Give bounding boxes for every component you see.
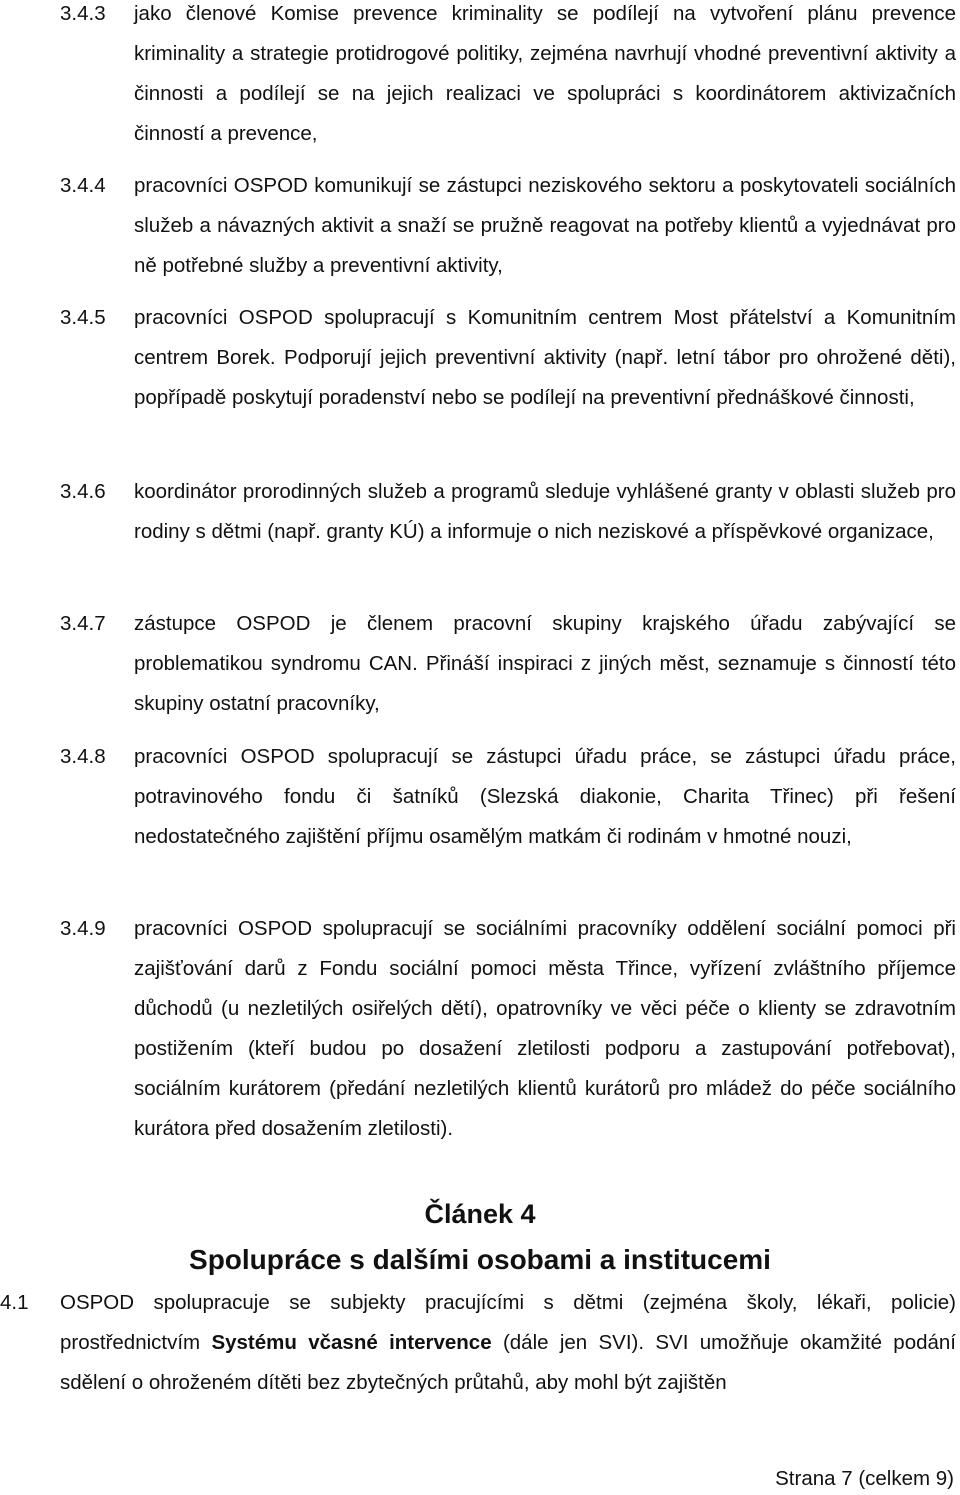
paragraph-text: pracovníci OSPOD spolupracují se sociálními pracovníky oddělení sociální pomoci při zajišťování darů z Fondu sociální pomoci města Třince, vyřízení zvláštního příjemce důchodů (u nezletilých osiřelých dětí), opatrovníky ve věci péče o klienty se zdravotním postižením (kteří budou po dosažení zletilosti podporu a zastupování potřebovat), sociálním kurátorem (předání nezletilých klientů kurátorů pro mládež do péče sociálního kurátora před dosažením zletilosti). <box>134 917 956 1140</box>
paragraph-text: pracovníci OSPOD komunikují se zástupci neziskového sektoru a poskytovateli sociálních služeb a návazných aktivit a snaží se pružně reagovat na potřeby klientů a vyjednávat pro ně potřebné služby a preventivní aktivity, <box>134 174 956 277</box>
paragraph-3-4-9 <box>60 909 956 1149</box>
paragraph-text: zástupce OSPOD je členem pracovní skupiny krajského úřadu zabývající se problematikou syndromu CAN. Přináší inspiraci z jiných měst, seznamuje s činností této skupiny ostatní pracovníky, <box>134 612 956 715</box>
paragraph-number: 3.4.5 <box>60 306 106 329</box>
paragraph-number: 3.4.3 <box>60 2 106 25</box>
paragraph-text-part: OSPOD spolupracuje se subjekty pracujícími s dětmi (zejména školy, lékaři, policie) prostřednictvím <box>60 1291 956 1354</box>
paragraph-text-part: (dále jen SVI). SVI umožňuje okamžité podání sdělení o ohroženém dítěti bez zbytečných průtahů, aby mohl být zajištěn <box>60 1331 956 1394</box>
bold-term: Systému včasné intervence <box>211 1331 492 1354</box>
paragraph-3-4-7 <box>60 604 956 724</box>
paragraph-text: pracovníci OSPOD spolupracují s Komunitním centrem Most přátelství a Komunitním centrem Borek. Podporují jejich preventivní aktivity (např. letní tábor pro ohrožené děti), popřípadě poskytují poradenství nebo se podílejí na preventivní přednáškové činnosti, <box>134 306 956 409</box>
paragraph-4-1 <box>0 1283 956 1403</box>
article-title: Článek 4 <box>424 1199 536 1229</box>
paragraph-3-4-4 <box>60 166 956 286</box>
paragraph-number: 3.4.4 <box>60 174 106 197</box>
paragraph-text: pracovníci OSPOD spolupracují se zástupci úřadu práce, se zástupci úřadu práce, potravinového fondu či šatníků (Slezská diakonie, Charita Třinec) při řešení nedostatečného zajištění příjmu osamělým matkám či rodinám v hmotné nouzi, <box>134 745 956 848</box>
paragraph-text: koordinátor prorodinných služeb a programů sleduje vyhlášené granty v oblasti služeb pro rodiny s dětmi (např. granty KÚ) a informuje o nich neziskové a příspěvkové organizace, <box>134 480 956 543</box>
paragraph-3-4-6 <box>60 472 956 552</box>
paragraph-number: 3.4.7 <box>60 612 106 635</box>
paragraph-number: 3.4.9 <box>60 917 106 940</box>
paragraph-number: 3.4.6 <box>60 480 106 503</box>
paragraph-3-4-3 <box>60 0 956 154</box>
paragraph-number: 3.4.8 <box>60 745 106 768</box>
article-subtitle: Spolupráce s dalšími osobami a institucemi <box>189 1244 771 1275</box>
page-number: Strana 7 (celkem 9) <box>775 1467 954 1490</box>
paragraph-number: 4.1 <box>0 1291 29 1314</box>
paragraph-text: jako členové Komise prevence kriminality se podílejí na vytvoření plánu prevence kriminality a strategie protidrogové politiky, zejména navrhují vhodné preventivní aktivity a činnosti a podílejí se na jejich realizaci ve spolupráci s koordinátorem aktivizačních činností a prevence, <box>134 2 956 145</box>
paragraph-3-4-5 <box>60 298 956 418</box>
paragraph-3-4-8 <box>60 737 956 857</box>
paragraph-text <box>60 1283 956 1403</box>
